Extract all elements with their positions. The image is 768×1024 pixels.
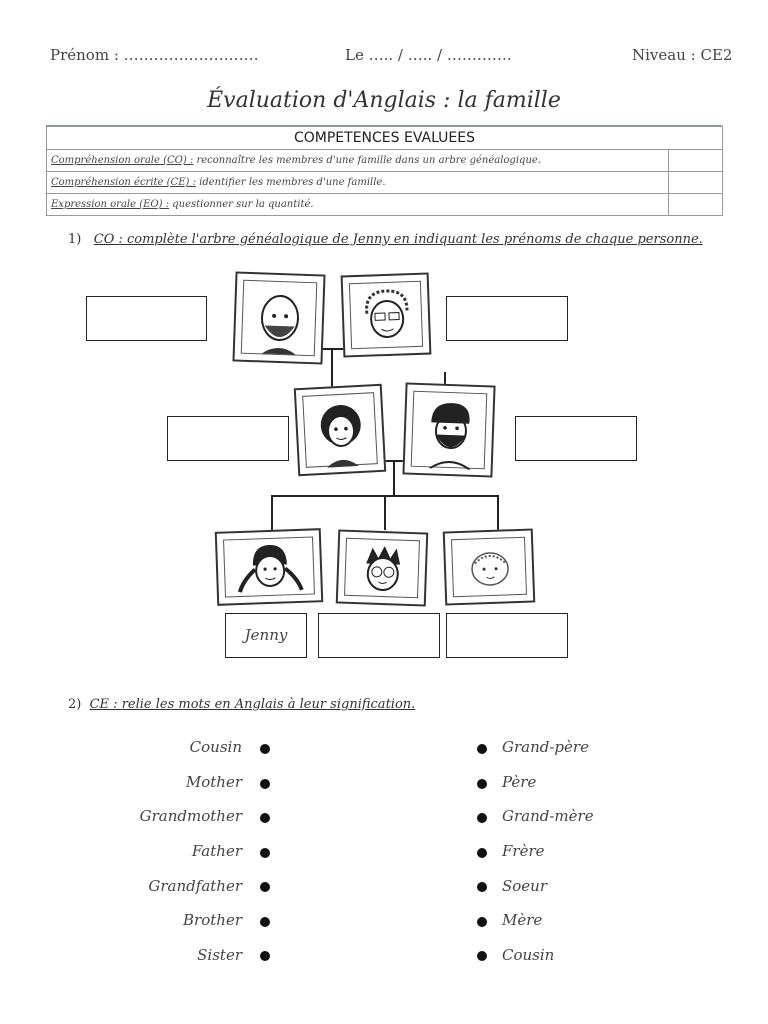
match-dot-left[interactable]: [260, 744, 270, 754]
name-box-jenny[interactable]: Jenny: [225, 613, 307, 658]
match-dot-right[interactable]: [477, 917, 487, 927]
question-text: CO : complète l'arbre généalogique de Jenny en indiquant les prénoms de chaque personne.: [93, 232, 703, 247]
match-dot-right[interactable]: [477, 848, 487, 858]
tree-line: [323, 348, 351, 350]
tree-line: [271, 495, 273, 530]
english-word: Sister: [197, 946, 242, 964]
competence-text: reconnaître les membres d'une famille dans un arbre généalogique.: [193, 155, 541, 166]
bald-man-icon: [242, 281, 319, 358]
french-word: Mère: [502, 911, 543, 929]
match-dot-left[interactable]: [260, 917, 270, 927]
french-word: Grand-mère: [502, 807, 594, 825]
portrait-father: [402, 382, 495, 477]
english-word: Grandmother: [139, 807, 242, 825]
french-word: Grand-père: [502, 738, 589, 756]
tree-line: [271, 495, 499, 497]
match-dot-right[interactable]: [477, 882, 487, 892]
english-word: Father: [191, 842, 242, 860]
question-text: CE : relie les mots en Anglais à leur signification.: [89, 697, 416, 712]
match-dot-left[interactable]: [260, 779, 270, 789]
competences-heading: COMPETENCES EVALUEES: [47, 127, 723, 150]
competence-check[interactable]: [669, 194, 723, 216]
question-number: 1): [68, 232, 82, 247]
competence-code: Expression orale (EO) :: [51, 199, 170, 210]
competence-code: Compréhension orale (CO) :: [51, 155, 194, 166]
portrait-image: [302, 392, 378, 468]
portrait-image: [451, 537, 527, 598]
portrait-brother: [336, 529, 429, 606]
portrait-baby: [443, 528, 536, 605]
competence-row-eo: [47, 194, 723, 216]
match-dot-left[interactable]: [260, 848, 270, 858]
competence-code: Compréhension écrite (CE) :: [51, 177, 196, 188]
french-word: Père: [502, 773, 537, 791]
name-box-father[interactable]: [515, 416, 637, 461]
name-box-baby[interactable]: [446, 613, 568, 658]
portrait-mother: [294, 384, 386, 476]
tree-line: [331, 348, 333, 388]
prenom-field[interactable]: Prénom : ………………………: [50, 46, 259, 64]
boy-glasses-icon: [345, 539, 421, 600]
english-word: Mother: [185, 773, 242, 791]
name-box-brother[interactable]: [318, 613, 440, 658]
tree-line: [384, 495, 386, 530]
niveau-label: Niveau : CE2: [632, 46, 733, 64]
portrait-image: [241, 280, 318, 357]
girl-pigtails-icon: [224, 537, 316, 598]
match-dot-right[interactable]: [477, 951, 487, 961]
woman-curly-hair-icon: [303, 393, 379, 469]
competence-check[interactable]: [669, 150, 723, 172]
baby-icon: [452, 538, 528, 599]
page-title: Évaluation d'Anglais : la famille: [207, 88, 561, 113]
competence-row-ce: [47, 172, 723, 194]
question-2: [68, 697, 415, 712]
french-word: Frère: [502, 842, 545, 860]
match-dot-left[interactable]: [260, 951, 270, 961]
competence-check[interactable]: [669, 172, 723, 194]
tree-line: [497, 495, 499, 530]
tree-line: [444, 372, 446, 388]
english-word: Grandfather: [148, 877, 242, 895]
portrait-image: [223, 536, 315, 597]
name-box-grandfather[interactable]: [86, 296, 207, 341]
english-word: Cousin: [189, 738, 242, 756]
competence-text: identifier les membres d'une famille.: [195, 177, 386, 188]
match-dot-right[interactable]: [477, 813, 487, 823]
portrait-image: [411, 391, 488, 470]
portrait-image: [344, 538, 420, 599]
bearded-man-icon: [412, 392, 489, 471]
tree-line: [383, 460, 408, 462]
portrait-jenny: [215, 528, 324, 606]
competence-text: questionner sur la quantité.: [169, 199, 314, 210]
grandmother-icon: [350, 282, 424, 350]
competence-row-co: [47, 150, 723, 172]
portrait-grandmother: [341, 272, 432, 357]
portrait-grandfather: [232, 271, 325, 364]
question-number: 2): [68, 697, 82, 712]
match-dot-left[interactable]: [260, 882, 270, 892]
question-1: [68, 232, 703, 247]
french-word: Soeur: [502, 877, 548, 895]
match-dot-left[interactable]: [260, 813, 270, 823]
portrait-image: [349, 281, 423, 349]
match-dot-right[interactable]: [477, 779, 487, 789]
english-word: Brother: [183, 911, 242, 929]
tree-line: [393, 460, 395, 496]
name-box-mother[interactable]: [167, 416, 289, 461]
name-box-grandmother[interactable]: [446, 296, 568, 341]
match-dot-right[interactable]: [477, 744, 487, 754]
competences-table: [46, 126, 723, 216]
date-field[interactable]: Le ….. / ….. / ………….: [345, 46, 512, 64]
french-word: Cousin: [502, 946, 555, 964]
